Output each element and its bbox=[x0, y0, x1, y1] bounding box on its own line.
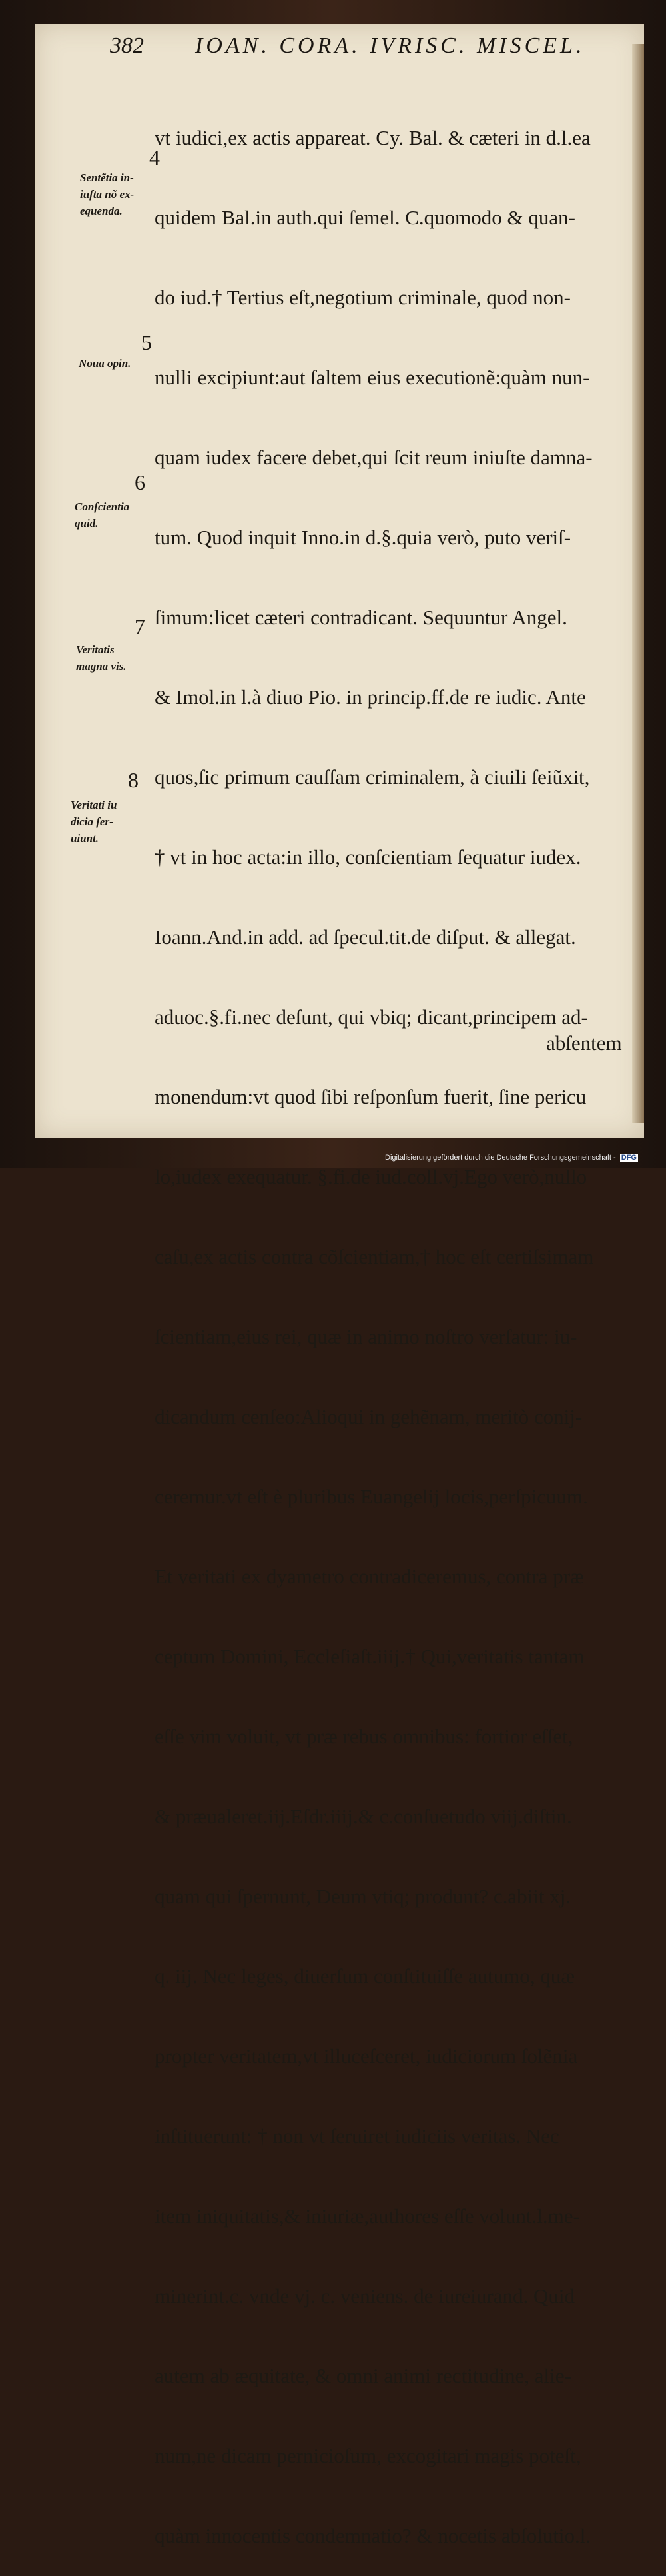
text-line-1: vt iudici,ex actis appareat. Cy. Bal. & cæteri in d.l.ea bbox=[155, 126, 591, 149]
running-title: IOAN. CORA. IVRISC. MISCEL. bbox=[195, 33, 585, 58]
text-line-4: nulli excipiunt:aut ſaltem eius executionẽ:quàm nun- bbox=[155, 366, 590, 389]
text-line-28: minerint.c. vnde vj. c. veniens. de iureiurand. Quid bbox=[155, 2284, 575, 2308]
text-line-7: ſimum:licet cæteri contradicant. Sequuntur Angel. bbox=[155, 606, 567, 629]
text-line-26: inſtituerunt: † non vt ſeruiret iudiciis veritas. Nec bbox=[155, 2124, 559, 2148]
text-line-6: tum. Quod inquit Inno.in d.§.quia verò, puto veriſ- bbox=[155, 526, 571, 549]
margin-note-7: Veritatis magna vis. bbox=[76, 644, 127, 673]
text-line-25: propter veritatem,vt illuceſceret, iudiciorum ſolẽnia bbox=[155, 2044, 578, 2068]
text-line-29: autem ab æquitate, & omni animi rectitudine, alie- bbox=[155, 2364, 571, 2387]
text-line-14: lo,iudex exequatur. §.fi.de iud.coll.vj.Ego verò,nullo bbox=[155, 1165, 587, 1188]
digitization-credit bbox=[385, 1154, 638, 1162]
margin-number-8: 8 bbox=[128, 768, 139, 792]
dfg-logo: DFG bbox=[621, 1154, 637, 1162]
text-line-18: ceremur.vt eſt è pluribus Euangelij locis,perſpicuum. bbox=[155, 1485, 588, 1508]
text-line-13: monendum:vt quod ſibi reſponſum fuerit, ſine pericu bbox=[155, 1085, 587, 1108]
text-line-30: num,ne dicam pernicioſum, excogitari magis poteſt, bbox=[155, 2444, 581, 2467]
text-line-3: do iud.† Tertius eſt,negotium criminale, quod non- bbox=[155, 286, 571, 309]
margin-number-5: 5 bbox=[141, 330, 152, 354]
text-line-23: quam qui ſpernunt, Deum vtiq; produnt? c.abiit xj. bbox=[155, 1885, 571, 1908]
text-line-21: eſſe vim voluit, vt præ rebus omnibus: fortior eſſet, bbox=[155, 1725, 573, 1748]
text-line-5: quam iudex facere debet,qui ſcit reum iniuſte damna- bbox=[155, 446, 593, 469]
margin-note-8: Veritati iu dicia ſer- uiunt. bbox=[71, 799, 117, 845]
credit-text: Digitalisierung gefördert durch die Deutsche Forschungsgemeinschaft - bbox=[385, 1154, 616, 1162]
text-line-16: ſcientiam,eius rei, quæ in animo noſtro verſatur: iu- bbox=[155, 1325, 577, 1348]
text-line-12: aduoc.§.fi.nec deſunt, qui vbiq; dicant,principem ad- bbox=[155, 1005, 588, 1029]
margin-note-6: Conſcientia quid. bbox=[75, 500, 130, 530]
text-line-9: quos,ſic primum cauſſam criminalem, à ciuili ſeiũxit, bbox=[155, 765, 590, 789]
text-line-20: ceptum Domini, Eccleſiaſt.iiij.† Qui,veritatis tantam bbox=[155, 1645, 585, 1668]
page-header bbox=[110, 33, 623, 73]
margin-number-4: 4 bbox=[149, 145, 160, 169]
text-line-2: quidem Bal.in auth.qui ſemel. C.quomodo & quan- bbox=[155, 206, 575, 229]
text-line-10: † vt in hoc acta:in illo, conſcientiam ſequatur iudex. bbox=[155, 845, 581, 869]
catchword: abſentem bbox=[546, 1031, 622, 1055]
text-line-8: & Imol.in l.à diuo Pio. in princip.ff.de re iudic. Ante bbox=[155, 685, 586, 709]
margin-number-6: 6 bbox=[135, 470, 145, 494]
text-line-27: item iniquitatis,& iniuriæ,authores eſſe volunt.l.me- bbox=[155, 2204, 580, 2228]
margin-number-7: 7 bbox=[135, 614, 145, 638]
margin-note-5: Noua opin. bbox=[79, 357, 131, 370]
text-line-24: q. iij. Nec leges, diuerſum conſtituiſſe autumo, quæ bbox=[155, 1964, 575, 1988]
text-line-15: caſu,ex actis contra cõſcientiam,† hoc eſt certiſsimam bbox=[155, 1245, 594, 1268]
text-line-19: Et veritati ex dyametro contradiceremus, contra præ bbox=[155, 1565, 584, 1588]
margin-note-4: Sentẽtia in- iuſta nõ ex- equenda. bbox=[80, 171, 135, 217]
text-line-31: quàm innocentis condemnatio? & nocetis abſolutio.l. bbox=[155, 2524, 591, 2547]
text-line-22: & præualeret.iij.Eſdr.iiij.& c.conſuetudo viij.diſtin. bbox=[155, 1805, 572, 1828]
text-line-11: Ioann.And.in add. ad ſpecul.tit.de diſput. & allegat. bbox=[155, 925, 576, 949]
page-number: 382 bbox=[110, 33, 144, 58]
text-line-17: dicandum cenſeo:Alioqui in gehẽnam, meritò conij- bbox=[155, 1405, 583, 1428]
body-text bbox=[155, 71, 647, 2576]
